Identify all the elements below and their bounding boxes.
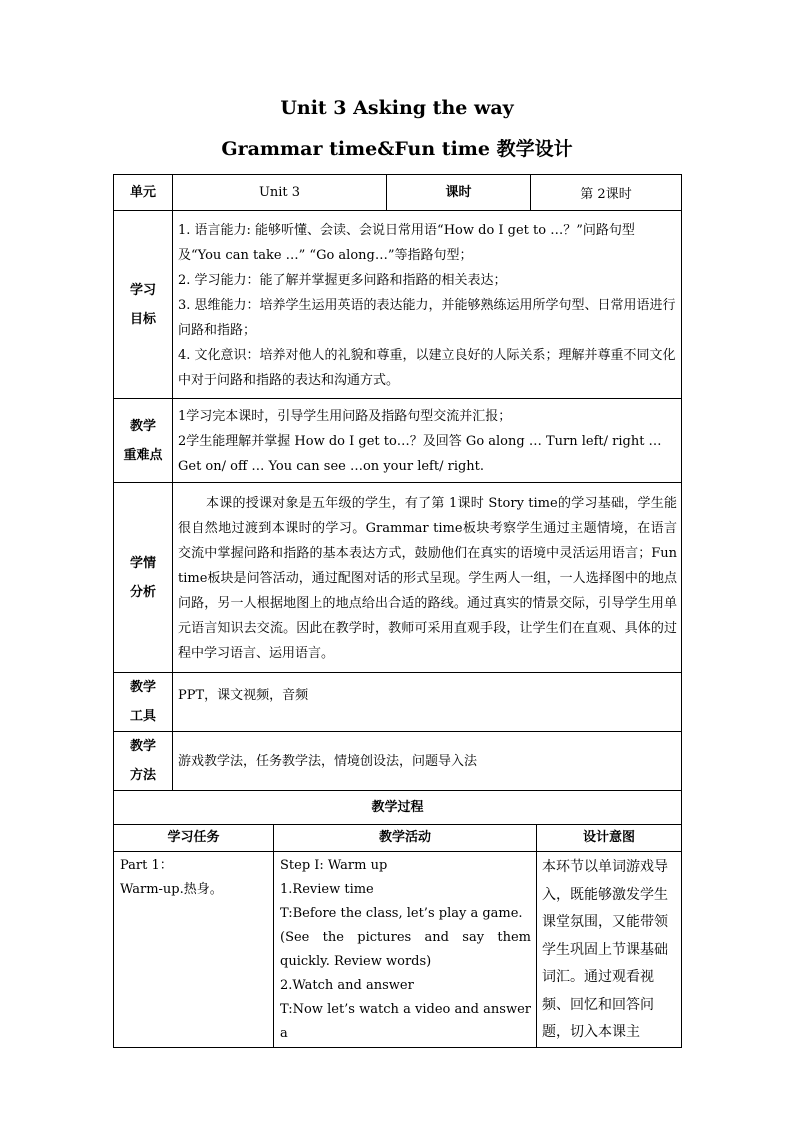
process-col-task: 学习任务 xyxy=(114,825,274,852)
keypoint-2: 2学生能理解并掌握 How do I get to…？及回答 Go along … Turn left/ right …Get on/ off … You can see …on your left/ right. xyxy=(178,433,662,474)
goals-label: 学习 目标 xyxy=(114,211,173,399)
activity-line: T:Now let’s watch a video and answer a xyxy=(280,1002,531,1041)
tools-label: 教学 工具 xyxy=(114,673,173,732)
task-part: Part 1： xyxy=(120,858,173,873)
unit-value: Unit 3 xyxy=(173,175,387,211)
task-name: Warm-up.热身。 xyxy=(120,882,223,897)
unit-label: 单元 xyxy=(114,175,173,211)
analysis-content: 本课的授课对象是五年级的学生，有了第 1课时 Story time的学习基础，学生能很自然地过渡到本课时的学习。Grammar time板块考察学生通过主题情境，在语言交流中掌握问路和指路的基本表达方式，鼓励他们在真实的语境中灵活运用语言；Fun time板块是问答活动，通过配图对话的形式呈现。学生两人一组，一人选择图中的地点问路，另一人根据地图上的地点给出合适的路线。通过真实的情景交际，引导学生用单元语言知识去交流。因此在教学时，教师可采用直观手段，让学生们在直观、具体的过程中学习语言、运用语言。 xyxy=(173,483,682,673)
lesson-plan-table xyxy=(113,174,682,1048)
document-title: Unit 3 Asking the way xyxy=(280,97,514,119)
keypoints-label: 教学 重难点 xyxy=(114,399,173,483)
process-title: 教学过程 xyxy=(114,791,682,825)
keypoint-1: 1学习完本课时，引导学生用问路及指路句型交流并汇报； xyxy=(178,408,512,424)
tools-content: PPT，课文视频，音频 xyxy=(173,673,682,732)
period-label: 课时 xyxy=(387,175,531,211)
activity-line: T:Before the class, let’s play a game. xyxy=(280,906,523,921)
process-design-cell: 本环节以单词游戏导入，既能够激发学生课堂氛围，又能带领学生巩固上节课基础词汇。通过观看视频、回忆和回答问题，切入本课主 xyxy=(537,852,682,1048)
goals-content xyxy=(173,211,682,399)
goal-culture: 4. 文化意识：培养对他人的礼貌和尊重，以建立良好的人际关系；理解并尊重不同文化中对于问路和指路的表达和沟通方式。 xyxy=(178,347,676,388)
process-col-activity: 教学活动 xyxy=(274,825,537,852)
keypoints-content xyxy=(173,399,682,483)
process-activity-cell xyxy=(274,852,537,1048)
activity-line: 1.Review time xyxy=(280,882,374,897)
process-task-cell xyxy=(114,852,274,1048)
activity-line: 2.Watch and answer xyxy=(280,978,414,993)
methods-label: 教学 方法 xyxy=(114,732,173,791)
activity-line: Step I: Warm up xyxy=(280,858,388,873)
goal-learning: 2. 学习能力：能了解并掌握更多问路和指路的相关表达； xyxy=(178,272,507,288)
period-value: 第 2课时 xyxy=(531,175,682,211)
goal-language: 1. 语言能力: 能够听懂、会读、会说日常用语“How do I get to …？”问路句型及“You can take …” “Go along…”等指路句型； xyxy=(178,222,635,263)
process-col-design: 设计意图 xyxy=(537,825,682,852)
goal-thinking: 3. 思维能力：培养学生运用英语的表达能力，并能够熟练运用所学句型、日常用语进行问路和指路； xyxy=(178,297,676,338)
analysis-label: 学情 分析 xyxy=(114,483,173,673)
activity-line: (See the pictures and say them quickly. Review words) xyxy=(280,930,531,969)
document-subtitle: Grammar time&Fun time 教学设计 xyxy=(221,138,573,160)
methods-content: 游戏教学法，任务教学法，情境创设法，问题导入法 xyxy=(173,732,682,791)
